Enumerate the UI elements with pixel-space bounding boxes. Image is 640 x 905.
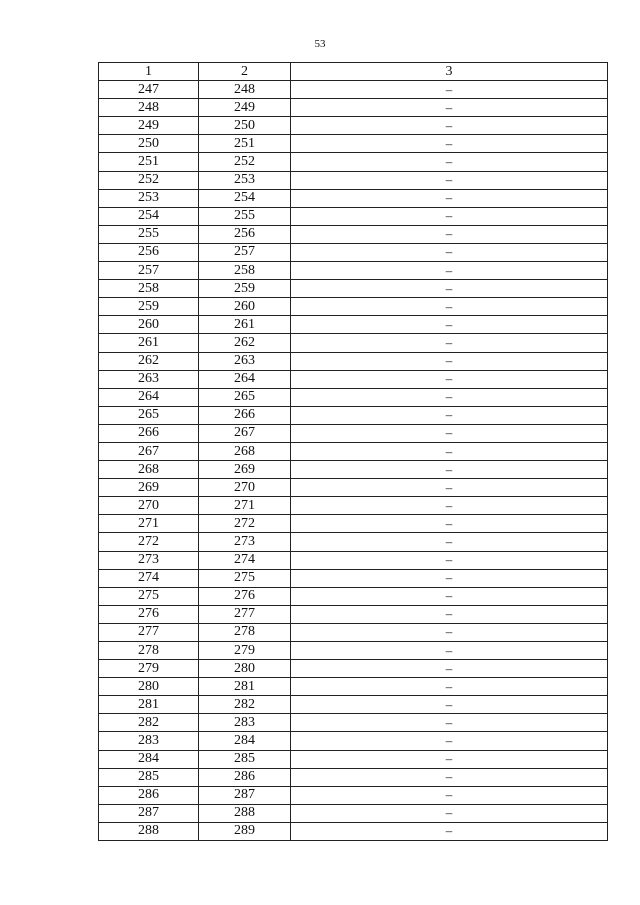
table-cell-col-1: 283 — [99, 732, 199, 750]
table-row — [99, 822, 608, 840]
table-row — [99, 207, 608, 225]
table-cell-col-2: 276 — [199, 587, 291, 605]
table-cell-col-3: – — [291, 696, 608, 714]
table-cell-col-1: 288 — [99, 822, 199, 840]
table-cell-col-2: 287 — [199, 786, 291, 804]
table-cell-col-1: 259 — [99, 298, 199, 316]
table-cell-col-2: 260 — [199, 298, 291, 316]
table-cell-col-3: – — [291, 660, 608, 678]
table-cell-col-1: 270 — [99, 497, 199, 515]
table-cell-col-1: 264 — [99, 388, 199, 406]
table-cell-col-3: – — [291, 714, 608, 732]
table-row — [99, 642, 608, 660]
table-cell-col-2: 248 — [199, 81, 291, 99]
table-cell-col-3: – — [291, 280, 608, 298]
table-cell-col-1: 279 — [99, 660, 199, 678]
table-cell-col-1: 277 — [99, 623, 199, 641]
table-cell-col-3: – — [291, 135, 608, 153]
table-row — [99, 135, 608, 153]
table-cell-col-1: 278 — [99, 642, 199, 660]
table-cell-col-2: 255 — [199, 207, 291, 225]
table-cell-col-3: – — [291, 461, 608, 479]
table-cell-col-2: 277 — [199, 605, 291, 623]
table-cell-col-1: 281 — [99, 696, 199, 714]
table-row — [99, 714, 608, 732]
table-cell-col-3: – — [291, 551, 608, 569]
table-cell-col-2: 249 — [199, 99, 291, 117]
table-cell-col-3: – — [291, 750, 608, 768]
table-cell-col-1: 256 — [99, 243, 199, 261]
table-row — [99, 696, 608, 714]
table-cell-col-3: – — [291, 569, 608, 587]
table-cell-col-3: – — [291, 424, 608, 442]
table-row — [99, 171, 608, 189]
table-row — [99, 225, 608, 243]
data-table — [98, 62, 608, 841]
table-cell-col-2: 274 — [199, 551, 291, 569]
table-cell-col-3: – — [291, 153, 608, 171]
table-cell-col-2: 264 — [199, 370, 291, 388]
table-cell-col-1: 272 — [99, 533, 199, 551]
table-cell-col-2: 288 — [199, 804, 291, 822]
table-row — [99, 117, 608, 135]
table-row — [99, 623, 608, 641]
table-cell-col-3: – — [291, 99, 608, 117]
table-cell-col-2: 267 — [199, 424, 291, 442]
table-row — [99, 388, 608, 406]
table-cell-col-3: – — [291, 189, 608, 207]
table-row — [99, 660, 608, 678]
table-cell-col-2: 262 — [199, 334, 291, 352]
table-cell-col-2: 265 — [199, 388, 291, 406]
table-cell-col-2: 254 — [199, 189, 291, 207]
table-cell-col-1: 285 — [99, 768, 199, 786]
header-row — [99, 63, 608, 81]
table-cell-col-1: 247 — [99, 81, 199, 99]
table-cell-col-3: – — [291, 243, 608, 261]
table-cell-col-2: 269 — [199, 461, 291, 479]
table-row — [99, 298, 608, 316]
table-cell-col-2: 282 — [199, 696, 291, 714]
table-cell-col-1: 251 — [99, 153, 199, 171]
table-row — [99, 497, 608, 515]
table-cell-col-3: – — [291, 515, 608, 533]
column-header-3: 3 — [291, 63, 608, 81]
table-row — [99, 406, 608, 424]
table-cell-col-3: – — [291, 822, 608, 840]
table-cell-col-1: 273 — [99, 551, 199, 569]
table-cell-col-3: – — [291, 334, 608, 352]
table-cell-col-1: 284 — [99, 750, 199, 768]
table-cell-col-1: 287 — [99, 804, 199, 822]
table-cell-col-2: 289 — [199, 822, 291, 840]
table-cell-col-3: – — [291, 768, 608, 786]
table-cell-col-2: 268 — [199, 442, 291, 460]
table-row — [99, 533, 608, 551]
table-cell-col-1: 268 — [99, 461, 199, 479]
table-row — [99, 750, 608, 768]
table-row — [99, 515, 608, 533]
table-cell-col-2: 251 — [199, 135, 291, 153]
table-cell-col-3: – — [291, 623, 608, 641]
table-cell-col-1: 282 — [99, 714, 199, 732]
table-cell-col-3: – — [291, 316, 608, 334]
table-row — [99, 262, 608, 280]
table-row — [99, 479, 608, 497]
table-cell-col-1: 262 — [99, 352, 199, 370]
table-row — [99, 99, 608, 117]
table-cell-col-1: 274 — [99, 569, 199, 587]
table-row — [99, 189, 608, 207]
table-cell-col-3: – — [291, 262, 608, 280]
table-cell-col-1: 250 — [99, 135, 199, 153]
table-row — [99, 551, 608, 569]
table-row — [99, 352, 608, 370]
table-cell-col-3: – — [291, 352, 608, 370]
table-cell-col-2: 256 — [199, 225, 291, 243]
table-row — [99, 569, 608, 587]
table-row — [99, 316, 608, 334]
column-header-1: 1 — [99, 63, 199, 81]
table-header — [99, 63, 608, 81]
table-cell-col-1: 265 — [99, 406, 199, 424]
table-cell-col-2: 266 — [199, 406, 291, 424]
table-cell-col-2: 275 — [199, 569, 291, 587]
table-cell-col-2: 279 — [199, 642, 291, 660]
table-cell-col-1: 260 — [99, 316, 199, 334]
table-cell-col-3: – — [291, 81, 608, 99]
table-cell-col-2: 270 — [199, 479, 291, 497]
table-cell-col-2: 257 — [199, 243, 291, 261]
table-cell-col-3: – — [291, 298, 608, 316]
table-row — [99, 786, 608, 804]
table-cell-col-1: 248 — [99, 99, 199, 117]
table-cell-col-1: 252 — [99, 171, 199, 189]
table-row — [99, 461, 608, 479]
table-cell-col-3: – — [291, 406, 608, 424]
table-cell-col-2: 263 — [199, 352, 291, 370]
table-row — [99, 442, 608, 460]
table-cell-col-1: 249 — [99, 117, 199, 135]
table-cell-col-2: 252 — [199, 153, 291, 171]
table-cell-col-2: 253 — [199, 171, 291, 189]
table-row — [99, 768, 608, 786]
table-cell-col-2: 283 — [199, 714, 291, 732]
table-row — [99, 804, 608, 822]
table-row — [99, 732, 608, 750]
table-cell-col-1: 275 — [99, 587, 199, 605]
table-cell-col-1: 261 — [99, 334, 199, 352]
table-cell-col-3: – — [291, 117, 608, 135]
table-cell-col-3: – — [291, 442, 608, 460]
table-cell-col-3: – — [291, 642, 608, 660]
table-row — [99, 243, 608, 261]
table-cell-col-2: 261 — [199, 316, 291, 334]
table-cell-col-2: 281 — [199, 678, 291, 696]
table-cell-col-1: 269 — [99, 479, 199, 497]
table-body — [99, 81, 608, 841]
table-cell-col-3: – — [291, 587, 608, 605]
table-row — [99, 81, 608, 99]
table-cell-col-1: 286 — [99, 786, 199, 804]
table-cell-col-3: – — [291, 388, 608, 406]
table-cell-col-3: – — [291, 732, 608, 750]
table-cell-col-2: 272 — [199, 515, 291, 533]
table-cell-col-2: 271 — [199, 497, 291, 515]
table-cell-col-3: – — [291, 804, 608, 822]
table-cell-col-2: 258 — [199, 262, 291, 280]
table-cell-col-2: 286 — [199, 768, 291, 786]
table-cell-col-2: 285 — [199, 750, 291, 768]
table-row — [99, 370, 608, 388]
table-cell-col-1: 257 — [99, 262, 199, 280]
table-cell-col-3: – — [291, 370, 608, 388]
table-cell-col-1: 253 — [99, 189, 199, 207]
table-cell-col-3: – — [291, 207, 608, 225]
table-cell-col-2: 280 — [199, 660, 291, 678]
table-row — [99, 280, 608, 298]
table-cell-col-3: – — [291, 605, 608, 623]
table-row — [99, 424, 608, 442]
table-cell-col-1: 276 — [99, 605, 199, 623]
table-cell-col-1: 267 — [99, 442, 199, 460]
page-number: 53 — [314, 38, 326, 50]
table-cell-col-1: 280 — [99, 678, 199, 696]
table-cell-col-3: – — [291, 497, 608, 515]
table-cell-col-1: 271 — [99, 515, 199, 533]
table-cell-col-1: 255 — [99, 225, 199, 243]
table-cell-col-2: 284 — [199, 732, 291, 750]
table-cell-col-1: 254 — [99, 207, 199, 225]
table-cell-col-2: 259 — [199, 280, 291, 298]
table-row — [99, 605, 608, 623]
table-cell-col-2: 278 — [199, 623, 291, 641]
table-row — [99, 587, 608, 605]
table-cell-col-1: 263 — [99, 370, 199, 388]
table-row — [99, 153, 608, 171]
table-cell-col-2: 273 — [199, 533, 291, 551]
table-cell-col-1: 266 — [99, 424, 199, 442]
table-cell-col-3: – — [291, 678, 608, 696]
table-cell-col-3: – — [291, 479, 608, 497]
table-cell-col-3: – — [291, 171, 608, 189]
table-cell-col-3: – — [291, 533, 608, 551]
table-cell-col-2: 250 — [199, 117, 291, 135]
column-header-2: 2 — [199, 63, 291, 81]
table-cell-col-3: – — [291, 786, 608, 804]
table-row — [99, 334, 608, 352]
table-row — [99, 678, 608, 696]
table-cell-col-1: 258 — [99, 280, 199, 298]
table-cell-col-3: – — [291, 225, 608, 243]
